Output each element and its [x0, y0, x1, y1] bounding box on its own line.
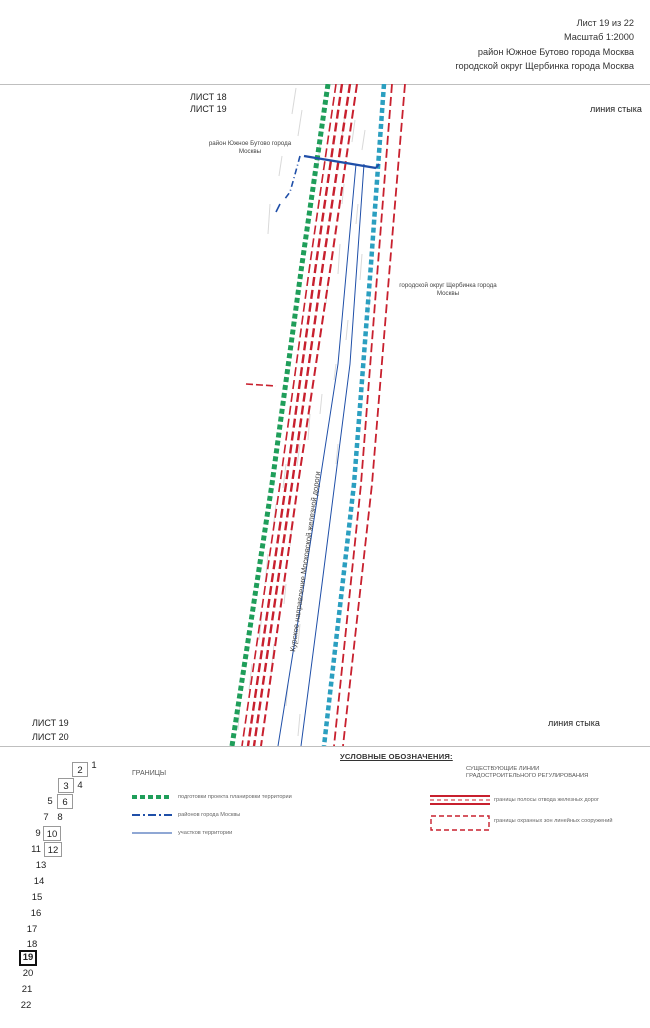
sheet-index-22: 22	[20, 1000, 32, 1011]
sheet-index-18: 18	[26, 939, 38, 950]
sheet-index-8: 8	[57, 812, 63, 823]
plot-boundary-lines	[278, 164, 364, 746]
boundaries-heading: ГРАНИЦЫ	[132, 770, 167, 777]
sheet-index-13: 13	[35, 860, 47, 871]
sheet-index-21: 21	[21, 984, 33, 995]
sheet-index-12: 12	[44, 842, 62, 857]
sheet-index-5: 5	[47, 796, 53, 807]
map-canvas	[0, 84, 650, 746]
title-block	[455, 16, 634, 74]
sheet-below-label-bottom: ЛИСТ 20	[32, 732, 69, 742]
legend-red-double-swatch	[430, 794, 490, 806]
sheet-index-7: 7	[43, 812, 49, 823]
sheet-index-15: 15	[31, 892, 43, 903]
legend-protection-zone-text: границы охранных зон линейных сооружений	[494, 818, 613, 824]
sheet-index-6: 6	[57, 794, 73, 809]
sheet-index-14: 14	[33, 876, 45, 887]
sheet-above-label-bottom: ЛИСТ 19	[190, 104, 227, 114]
sheet-index-3: 3	[58, 778, 74, 793]
sheet-index-19-current: 19	[19, 950, 37, 966]
existing-lines-heading: СУЩЕСТВУЮЩИЕ ЛИНИИ ГРАДОСТРОИТЕЛЬНОГО РЕГУЛИРОВАНИЯ	[466, 766, 589, 779]
red-railway-lines-right	[334, 84, 405, 746]
legend-red-dashed-box-swatch	[430, 815, 490, 831]
frame-bottom-line	[0, 746, 650, 747]
sheet-index-2: 2	[72, 762, 88, 777]
legend-railway-strip-text: границы полосы отвода железных дорог	[494, 797, 600, 803]
okrug-title: городской округ Щербинка города Москва	[455, 61, 634, 72]
red-tick-mark	[246, 384, 276, 386]
join-line-label-bottom: линия стыка	[548, 718, 600, 728]
sheet-index-9: 9	[35, 828, 41, 839]
sheet-index-11: 11	[31, 844, 41, 855]
sheet-index-4: 4	[77, 780, 83, 791]
legend-district-boundary-text: районов города Москвы	[178, 812, 241, 818]
join-line-label-top: линия стыка	[590, 104, 642, 114]
legend-plot-boundary-text: участков территории	[178, 830, 233, 836]
legend-project-boundary-text: подготовки проекта планировки территории	[178, 794, 292, 800]
legend-green-swatch	[132, 793, 172, 801]
legend-blue-line-swatch	[132, 829, 172, 837]
legend-blue-dashdot-swatch	[132, 811, 172, 819]
map-scale: Масштаб 1:2000	[564, 32, 634, 43]
sheet-index-16: 16	[30, 908, 42, 919]
sheet-index-17: 17	[26, 924, 38, 935]
district-area-label: район Южное Бутово города Москвы	[208, 140, 292, 155]
red-railway-lines-left	[242, 84, 357, 746]
district-title: район Южное Бутово города Москва	[477, 46, 634, 57]
railway-label: Курское направление Московской железной дороги	[288, 470, 323, 653]
sheet-above-label-top: ЛИСТ 18	[190, 92, 227, 102]
okrug-area-label: городской округ Щербинка города Москвы	[399, 282, 497, 297]
sheet-index-20: 20	[22, 968, 34, 979]
sheet-index-1: 1	[91, 760, 97, 771]
sheet-number: Лист 19 из 22	[576, 18, 634, 28]
sheet-index-10: 10	[43, 826, 61, 841]
legend-title: УСЛОВНЫЕ ОБОЗНАЧЕНИЯ:	[340, 752, 453, 761]
sheet-below-label-top: ЛИСТ 19	[32, 718, 69, 728]
